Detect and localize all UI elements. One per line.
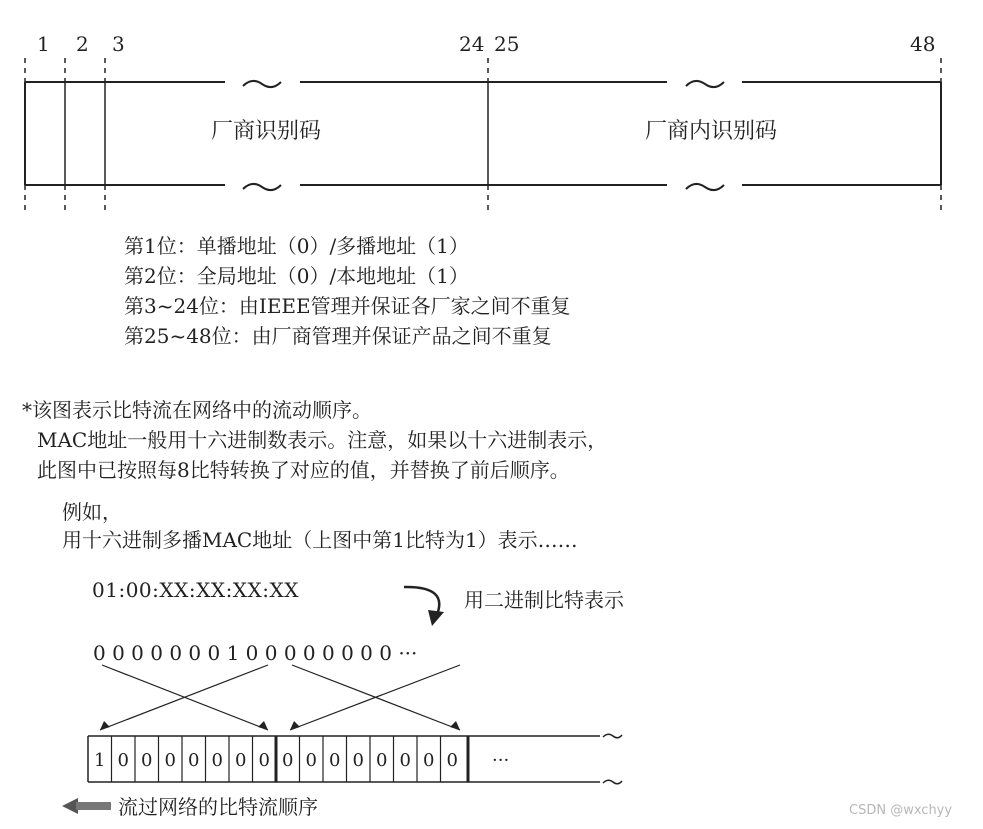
row-break-tilde-icons (603, 734, 622, 784)
tilde-break-icon (686, 81, 724, 87)
example-to-binary-label: 用二进制比特表示 (464, 588, 624, 612)
bit-reorder-lines (100, 665, 460, 730)
example-binary-row: 0 0 0 0 0 0 0 1 0 0 0 0 0 0 0 0 ··· (93, 641, 418, 665)
flow-direction-label: 流过网络的比特流顺序 (118, 795, 318, 819)
watermark: CSDN @wxchyy (849, 803, 953, 818)
field-vendor-id: 厂商识别码 (211, 119, 322, 144)
bit-cell-value: 0 (211, 750, 223, 771)
note-line-3: 此图中已按照每8比特转换了对应的值，并替换了前后顺序。 (37, 458, 570, 482)
example-hex-address: 01:00:XX:XX:XX:XX (92, 578, 299, 602)
legend-line-4: 第25~48位：由厂商管理并保证产品之间不重复 (124, 324, 552, 348)
tilde-break-icon (686, 184, 724, 190)
bit-cell-value: 1 (94, 750, 106, 771)
flow-direction-arrow-icon (62, 798, 111, 814)
note-line-2: MAC地址一般用十六进制数表示。注意，如果以十六进制表示， (37, 428, 608, 452)
bit-cell-value: 0 (188, 750, 200, 771)
tilde-break-icon (243, 184, 281, 190)
bit-cell-value: 0 (235, 750, 247, 771)
example-intro: 例如， (62, 500, 122, 524)
bit-cell-value: 0 (352, 750, 364, 771)
bit-number-48: 48 (910, 32, 936, 56)
bit-cell-value: 0 (423, 750, 435, 771)
legend-line-2: 第2位：全局地址（0）/本地地址（1） (124, 264, 469, 288)
example-description: 用十六进制多播MAC地址（上图中第1比特为1）表示…… (62, 528, 578, 552)
bit-number-24: 24 (459, 32, 485, 56)
legend-line-3: 第3~24位：由IEEE管理并保证各厂家之间不重复 (124, 294, 571, 318)
tilde-break-icon (243, 81, 281, 87)
cells-ellipsis: ··· (492, 750, 510, 771)
bit-cell-value: 0 (117, 750, 129, 771)
bit-cell-value: 0 (446, 750, 458, 771)
legend-line-1: 第1位：单播地址（0）/多播地址（1） (124, 234, 469, 258)
bit-cell-value: 0 (329, 750, 341, 771)
reorder-arrowheads (100, 721, 460, 730)
bit-cell-value: 0 (376, 750, 388, 771)
bit-number-3: 3 (112, 32, 125, 56)
arrowhead-icon (428, 610, 444, 626)
bit-number-1: 1 (37, 32, 50, 56)
bit-cell-value: 0 (282, 750, 294, 771)
bit-number-2: 2 (76, 32, 89, 56)
field-vendor-internal-id: 厂商内识别码 (645, 119, 778, 144)
note-line-1: *该图表示比特流在网络中的流动顺序。 (22, 398, 372, 422)
bit-number-25: 25 (494, 32, 520, 56)
bit-cell-value: 0 (164, 750, 176, 771)
bit-cell-value: 0 (399, 750, 411, 771)
bit-cell-value: 0 (141, 750, 153, 771)
bit-cell-value: 0 (258, 750, 270, 771)
bit-cell-value: 0 (305, 750, 317, 771)
